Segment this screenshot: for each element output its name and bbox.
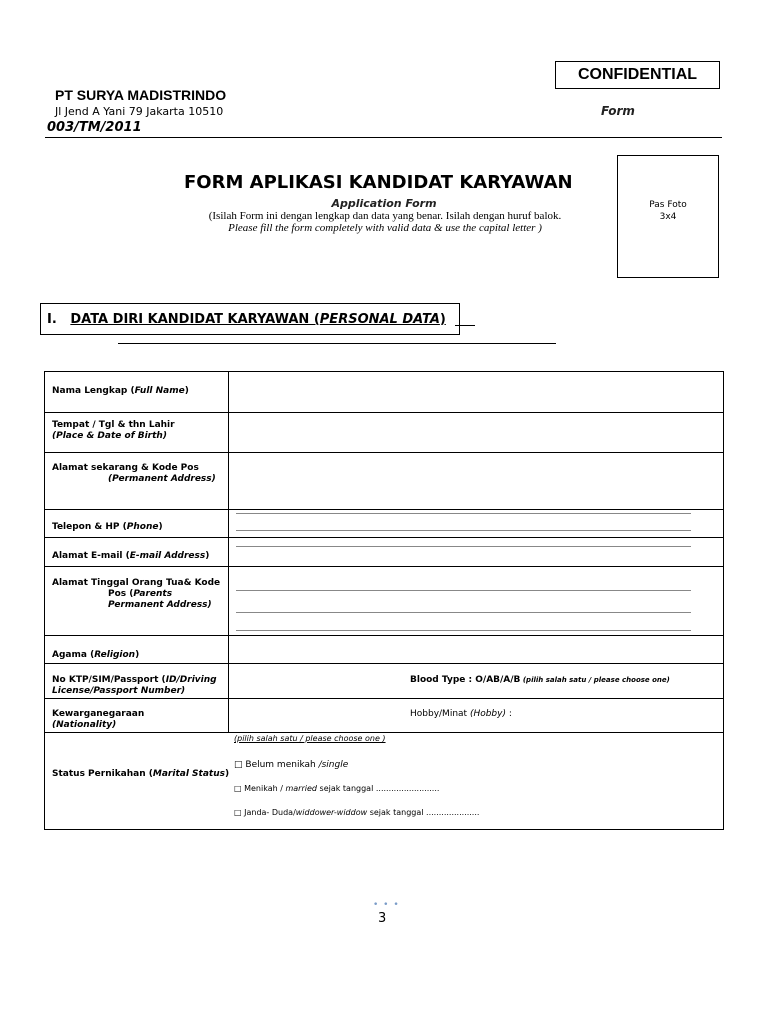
instruction-indonesian: (Isilah Form ini dengan lengkap dan data yang benar. Isilah dengan huruf balok. [208,210,562,222]
form-label: Form [601,104,635,118]
section-heading [47,312,446,327]
photo-size: 3x4 [659,212,677,222]
section-underline [455,325,475,326]
label-religion: Agama (Religion) [52,650,140,660]
personal-data-table [44,371,724,830]
form-title: FORM APLIKASI KANDIDAT KARYAWAN [184,172,573,193]
footer-dots: • • • [373,900,400,910]
label-full-name: Nama Lengkap (Full Name) [52,386,189,396]
label-phone: Telepon & HP (Phone) [52,522,163,532]
photo-box[interactable] [617,155,719,278]
section-number: I. [47,312,57,327]
header-divider [45,137,722,138]
checkbox-icon[interactable]: □ [234,760,243,770]
label-address: Alamat sekarang & Kode Pos (Permanent Address) [52,463,216,484]
label-blood-type: Blood Type : O/AB/A/B (pilih salah satu / please choose one) [410,675,670,685]
instruction-english: Please fill the form completely with valid data & use the capital letter ) [228,222,542,234]
confidential-badge: CONFIDENTIAL [555,61,720,89]
label-id: No KTP/SIM/Passport (ID/Driving License/Passport Number) [52,675,217,696]
label-email: Alamat E-mail (E-mail Address) [52,551,210,561]
section-title-close: ) [439,312,446,327]
marital-option-widowed[interactable]: □ Janda- Duda/widdower-widdow sejak tanggal ..................... [234,808,480,817]
company-address: Jl Jend A Yani 79 Jakarta 10510 [55,105,224,118]
page-number: 3 [378,911,387,926]
label-marital-status: Status Pernikahan (Marital Status) [52,769,230,779]
photo-label: Pas Foto [649,200,687,210]
label-hobby: Hobby/Minat (Hobby) : [410,709,512,719]
checkbox-icon[interactable]: □ [234,808,242,817]
section-underline-long [118,343,556,344]
marital-hint: (pilih salah satu / please choose one ) [234,734,386,743]
section-title-italic: PERSONAL DATA [319,312,440,327]
company-name: PT SURYA MADISTRINDO [55,87,227,103]
marital-option-single[interactable]: □ Belum menikah /single [234,760,349,770]
label-nationality: Kewarganegaraan (Nationality) [52,709,145,730]
section-title: DATA DIRI KANDIDAT KARYAWAN ( [70,312,320,327]
label-parents-address: Alamat Tinggal Orang Tua& Kode Pos (Parents Permanent Address) [52,578,221,610]
document-number: 003/TM/2011 [47,120,142,135]
form-subtitle: Application Form [331,197,437,210]
checkbox-icon[interactable]: □ [234,784,242,793]
column-divider [228,372,229,732]
label-birth: Tempat / Tgl & thn Lahir (Place & Date of Birth) [52,420,175,441]
marital-option-married[interactable]: □ Menikah / married sejak tanggal ......................... [234,784,440,793]
